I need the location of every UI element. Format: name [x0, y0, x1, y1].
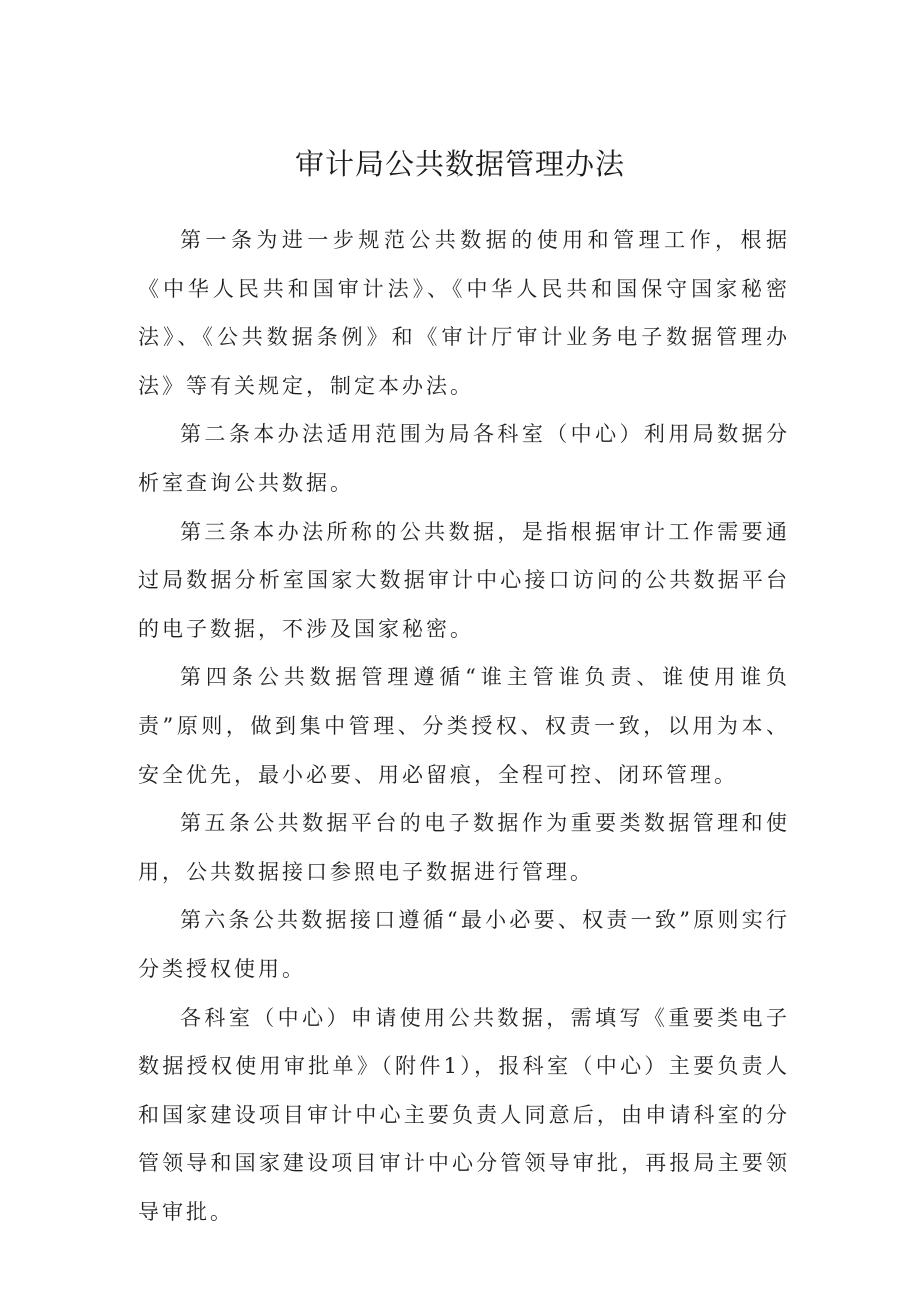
article-3-paragraph: 第三条本办法所称的公共数据，是指根据审计工作需要通过局数据分析室国家大数据审计中心接口访问的公共数据平台的电子数据，不涉及国家秘密。 — [138, 519, 790, 641]
application-procedure-paragraph: 各科室（中心）申请使用公共数据，需填写《重要类电子数据授权使用审批单》（附件1），报科室（中心）主要负责人和国家建设项目审计中心主要负责人同意后，由申请科室的分管领导和国家建设项目审计中心分管领导审批，再报局主要领导审批。 — [138, 1005, 790, 1224]
article-2-paragraph: 第二条本办法适用范围为局各科室（中心）利用局数据分析室查询公共数据。 — [138, 422, 790, 495]
document-title: 审计局公共数据管理办法 — [294, 147, 625, 181]
document-body — [138, 216, 790, 1236]
article-5-paragraph: 第五条公共数据平台的电子数据作为重要类数据管理和使用，公共数据接口参照电子数据进行管理。 — [138, 811, 790, 884]
article-1-paragraph: 第一条为进一步规范公共数据的使用和管理工作，根据《中华人民共和国审计法》、《中华人民共和国保守国家秘密法》、《公共数据条例》和《审计厅审计业务电子数据管理办法》等有关规定，制定本办法。 — [138, 228, 790, 398]
article-6-paragraph: 第六条公共数据接口遵循“最小必要、权责一致”原则实行分类授权使用。 — [138, 908, 790, 981]
article-4-paragraph: 第四条公共数据管理遵循“谁主管谁负责、谁使用谁负责”原则，做到集中管理、分类授权、权责一致，以用为本、安全优先，最小必要、用必留痕，全程可控、闭环管理。 — [138, 665, 790, 787]
